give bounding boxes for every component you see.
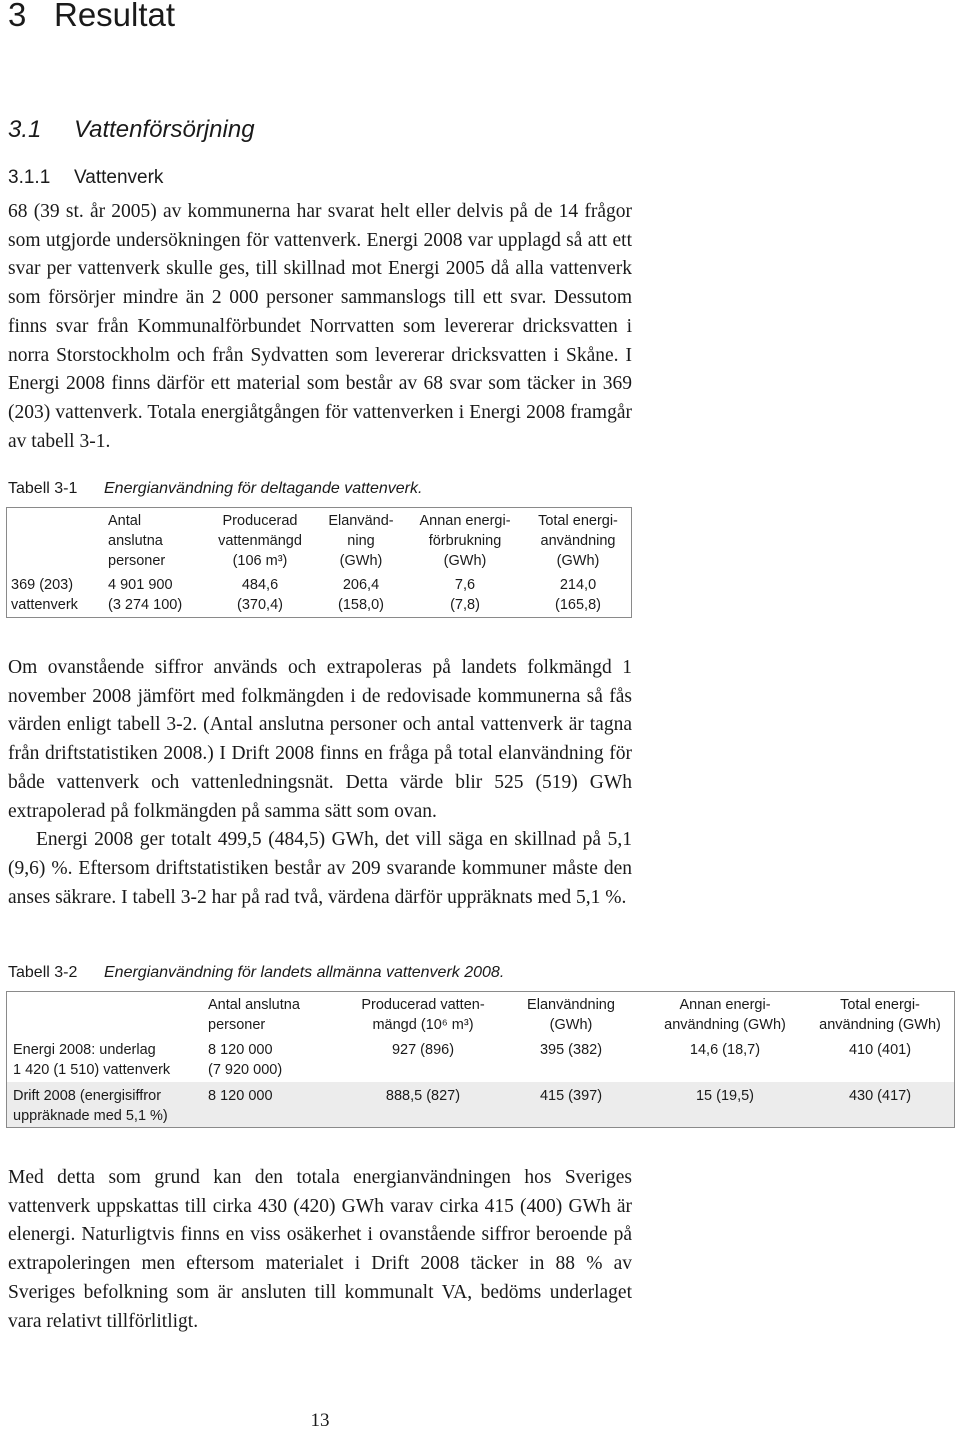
header-line: anslutna (108, 533, 163, 549)
header-line: (GWh) (549, 1017, 593, 1033)
table2-row1-elanvandning: 395 (382) (539, 1042, 603, 1058)
header-line: Producerad (222, 513, 298, 529)
table2-header-annan (647, 995, 803, 1035)
header-line: (106 m³) (232, 553, 288, 569)
table2-row1-total: 410 (401) (848, 1042, 912, 1058)
table1-header-producerad (205, 511, 315, 571)
header-line: (GWh) (339, 553, 383, 569)
header-line: Elanvänd- (328, 513, 394, 529)
table1-label: Tabell 3-1 (8, 480, 78, 497)
table1-cell-antal (108, 575, 182, 615)
table1 (6, 507, 632, 618)
header-line: förbrukning (428, 533, 502, 549)
page-number: 13 (310, 1410, 330, 1431)
table1-cell-total (525, 575, 631, 615)
subsection-heading (8, 116, 255, 144)
table1-caption-text: Energianvändning för deltagande vattenverk. (104, 480, 423, 497)
cell-line: (370,4) (237, 597, 283, 613)
cell-line: 206,4 (342, 577, 380, 593)
subsection-title: Vattenförsörjning (74, 116, 255, 143)
header-line: Total energi- (538, 513, 618, 529)
table2-row1-label (13, 1040, 170, 1080)
table2-row2-label (13, 1086, 168, 1126)
header-line: användning (GWh) (664, 1017, 786, 1033)
cell-line: vattenverk (11, 597, 78, 613)
subsection-number: 3.1 (8, 116, 42, 143)
paragraph-2 (8, 654, 632, 912)
paragraph-2a-text: Om ovanstående siffror används och extrapoleras på landets folkmängd 1 november 2008 jämfört med folkmängden i de redovisade kommunerna så fås värden enligt tabell 3-2. (Antal anslutna personer och antal vattenverk är tagna från driftstatistiken 2008.) I Drift 2008 finns en fråga på total elanvändning för både vattenverk och vattenledningsnät. Detta värde blir 525 (519) GWh extrapolerad på folkmängden på samma sätt som ovan. (8, 657, 632, 822)
table2-row1-producerad: 927 (896) (391, 1042, 455, 1058)
table1-header-antal (108, 511, 165, 571)
header-line: Antal anslutna (208, 997, 300, 1013)
table2-row1-antal (208, 1040, 282, 1080)
paragraph-3-text: Med detta som grund kan den totala energianvändningen hos Sveriges vattenverk uppskattas till cirka 430 (420) GWh varav cirka 415 (400) GWh är elenergi. Naturligtvis finns en viss osäkerhet i ovanstående siffror beroende på extrapoleringen men eftersom materialet i Drift 2008 täcker in 88 % av Sveriges befolkning som är ansluten till kommunalt VA, bedöms underlaget vara relativt tillförlitligt. (8, 1167, 632, 1332)
header-line: Antal (108, 513, 142, 529)
table1-header-total (525, 511, 631, 571)
header-line: Elanvändning (527, 997, 615, 1013)
section-heading (8, 0, 175, 34)
cell-line: 7,6 (454, 577, 476, 593)
cell-line: (7,8) (450, 597, 480, 613)
table2-header-elanvandning (511, 995, 631, 1035)
header-line: personer (208, 1017, 266, 1033)
paragraph-3 (8, 1164, 632, 1336)
table2 (6, 991, 955, 1128)
header-line: vattenmängd (218, 533, 302, 549)
header-line: Annan energi- (679, 997, 771, 1013)
subsubsection-title: Vattenverk (74, 167, 164, 188)
cell-line: 8 120 000 (208, 1088, 273, 1104)
table2-row2-annan: 15 (19,5) (695, 1088, 755, 1104)
header-line: användning (540, 533, 616, 549)
table2-row2-antal (208, 1086, 273, 1106)
header-line: användning (GWh) (819, 1017, 941, 1033)
header-line: Annan energi- (419, 513, 511, 529)
cell-line: 214,0 (559, 577, 597, 593)
table2-caption (8, 964, 628, 986)
header-line: mängd (10⁶ m³) (372, 1017, 474, 1033)
table1-cell-producerad (205, 575, 315, 615)
cell-line: 1 420 (1 510) vattenverk (13, 1062, 171, 1078)
cell-line: Energi 2008: underlag (13, 1042, 156, 1058)
cell-line: (158,0) (338, 597, 384, 613)
table2-caption-text: Energianvändning för landets allmänna vattenverk 2008. (104, 964, 505, 981)
table2-header-producerad (337, 995, 509, 1035)
cell-line: 484,6 (241, 577, 279, 593)
header-line: (GWh) (443, 553, 487, 569)
cell-line: 8 120 000 (208, 1042, 273, 1058)
cell-line: (7 920 000) (208, 1062, 283, 1078)
table2-header-antal (208, 995, 300, 1035)
table1-header-elanvandning (321, 511, 401, 571)
subsubsection-number: 3.1.1 (8, 167, 51, 188)
section-number: 3 (8, 0, 27, 33)
intro-paragraph (8, 198, 632, 456)
header-line: personer (108, 553, 166, 569)
table1-header-annan (407, 511, 523, 571)
table2-row2-elanvandning: 415 (397) (539, 1088, 603, 1104)
header-line: (GWh) (556, 553, 600, 569)
subsubsection-heading (8, 167, 163, 189)
table1-caption (8, 480, 628, 502)
cell-line: uppräknade med 5,1 %) (13, 1108, 168, 1124)
section-title: Resultat (54, 0, 176, 33)
intro-paragraph-text: 68 (39 st. år 2005) av kommunerna har svarat helt eller delvis på de 14 frågor som utgjorde undersökningen för vattenverk. Energi 2008 var upplagd så att ett svar per vattenverk skulle ges, till skillnad mot Energi 2005 då alla vattenverk som försörjer mindre än 2 000 personer sammanslogs till ett svar. Dessutom finns svar från Kommunalförbundet Norrvatten som levererar dricksvatten i norra Storstockholm och från Sydvatten som levererar dricksvatten i Skåne. I Energi 2008 finns därför ett material som består av 68 svar som täcker in 369 (203) vattenverk. Totala energiåtgången för vattenverken i Energi 2008 framgår av tabell 3-1. (8, 201, 632, 452)
table2-label: Tabell 3-2 (8, 964, 78, 981)
table2-header-total (807, 995, 953, 1035)
paragraph-2b-text: Energi 2008 ger totalt 499,5 (484,5) GWh, det vill säga en skillnad på 5,1 (9,6) %. Eftersom driftstatistiken består av 209 svarande kommuner måste den anses säkrare. I tabell 3-2 har på rad två, värdena därför uppräknats med 5,1 %. (8, 829, 632, 908)
table2-row1-annan: 14,6 (18,7) (689, 1042, 761, 1058)
cell-line: Drift 2008 (energisiffror (13, 1088, 162, 1104)
header-line: ning (347, 533, 375, 549)
table2-row2-producerad: 888,5 (827) (385, 1088, 461, 1104)
table1-cell-annan (407, 575, 523, 615)
cell-line: (3 274 100) (108, 597, 183, 613)
table2-row2-total: 430 (417) (848, 1088, 912, 1104)
table1-cell-elanvandning (321, 575, 401, 615)
header-line: Total energi- (840, 997, 920, 1013)
cell-line: 4 901 900 (108, 577, 173, 593)
header-line: Producerad vatten- (361, 997, 485, 1013)
cell-line: (165,8) (555, 597, 601, 613)
cell-line: 369 (203) (11, 577, 74, 593)
table1-row-label (11, 575, 78, 615)
